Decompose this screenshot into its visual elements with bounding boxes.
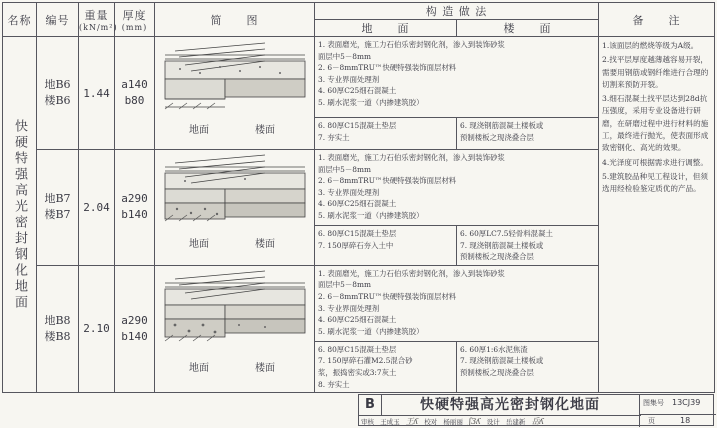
notes-cell xyxy=(599,37,715,393)
page-number: 18 xyxy=(680,416,691,425)
header-thickness xyxy=(115,3,155,37)
page-label: 页 xyxy=(648,417,655,425)
header-weight-label: 重量 xyxy=(84,9,109,22)
code-floor: 楼B7 xyxy=(44,208,71,222)
layer-line: 5. 刷水泥浆一道（内掺建筑胶） xyxy=(318,97,424,107)
layer-line: 3. 专业界面处理剂 xyxy=(318,303,380,313)
layer-line: 2. 6－8mmTRU™快硬特强装饰面层材料 xyxy=(318,291,457,301)
header-notes: 备 注 xyxy=(599,3,715,37)
header-thickness-unit: (mm) xyxy=(121,23,148,32)
thickness-b7 xyxy=(115,150,155,266)
note-item: 5.建筑胶品种见工程设计，但须选用经检验鉴定质优的产品。 xyxy=(602,171,708,194)
common-layers-b8 xyxy=(315,265,599,341)
layer-line: 6. 60厚LC7.5轻骨料混凝土 xyxy=(460,229,553,238)
design-signature: 岳ʎ xyxy=(531,417,544,426)
label-ground: 地面 xyxy=(189,362,209,374)
ground-extra-b8 xyxy=(315,341,457,392)
atlas-number: 13CJ39 xyxy=(672,398,701,407)
label-ground: 地面 xyxy=(189,239,209,251)
atlas-info xyxy=(639,395,716,427)
layer-line: 1. 表面磨光，施工力石伯乐密封钢化剂，渗入到装饰砂浆 xyxy=(318,268,505,278)
code-floor: 楼B6 xyxy=(44,94,71,107)
layer-line: 1. 表面磨光，施工力石伯乐密封钢化剂，渗入到装饰砂浆 xyxy=(318,153,505,162)
weight-b6: 1.44 xyxy=(79,37,115,150)
thickness-b6 xyxy=(115,37,155,150)
section-diagram-b6 xyxy=(155,37,315,149)
layer-line: 面层中5－8mm xyxy=(318,51,371,61)
code-cell-b7 xyxy=(37,150,79,266)
layer-line: 2. 6－8mmTRU™快硬特强装饰面层材料 xyxy=(318,63,457,73)
layer-line: 3. 专业界面处理剂 xyxy=(318,187,380,197)
title-block xyxy=(358,394,714,426)
code-floor: 楼B8 xyxy=(44,329,71,343)
layer-line: 4. 60厚C25细石混凝土 xyxy=(318,86,397,96)
code-ground: 地B6 xyxy=(44,78,71,91)
layer-line: 4. 60厚C25细石混凝土 xyxy=(318,199,397,209)
layer-line: 7. 150厚碎石夯入土中 xyxy=(318,240,394,250)
layer-line: 1. 表面磨光，施工力石伯乐密封钢化剂，渗入到装饰砂浆 xyxy=(318,40,505,49)
check-name: 杨丽丽 xyxy=(443,418,463,426)
header-construction: 构 造 做 法 xyxy=(315,3,599,20)
label-floor: 楼面 xyxy=(255,125,275,136)
thickness-b: b140 xyxy=(121,329,148,343)
layer-line: 8. 夯实土 xyxy=(318,379,350,389)
sketch-b7 xyxy=(155,150,315,266)
atlas-label: 图集号 xyxy=(643,399,664,407)
header-floor: 楼 面 xyxy=(457,20,599,37)
layer-line: 6. 现浇钢筋混凝土楼板或 xyxy=(460,121,544,131)
check-label: 校对 xyxy=(424,418,438,426)
layer-line: 5. 刷水泥浆一道（内掺建筑胶） xyxy=(318,210,424,220)
layer-line: 3. 专业界面处理剂 xyxy=(318,74,380,84)
header-weight xyxy=(79,3,118,37)
note-item: 1.该面层的燃烧等级为A级。 xyxy=(602,41,699,50)
label-ground: 地面 xyxy=(189,125,209,136)
thickness-b: b140 xyxy=(121,208,148,222)
layer-line: 浆，振捣密实或3:7灰土 xyxy=(318,367,397,377)
ground-extra-b7 xyxy=(315,226,457,266)
layer-line: 2. 6－8mmTRU™快硬特强装饰面层材料 xyxy=(318,176,457,186)
header-weight-unit: (kN/m²) xyxy=(79,23,118,32)
section-letter: B xyxy=(359,395,382,415)
header-sketch: 简 图 xyxy=(155,3,315,37)
section-diagram-b7 xyxy=(155,151,315,263)
review-signature: 王ʎ xyxy=(405,417,419,426)
layer-line: 面层中5－8mm xyxy=(318,164,371,174)
review-name: 王成玉 xyxy=(380,418,400,426)
floor-extra-b8 xyxy=(457,341,599,392)
header-thickness-label: 厚度 xyxy=(122,9,147,22)
floor-extra-b6 xyxy=(457,118,599,150)
layer-line: 4. 60厚C25细石混凝土 xyxy=(318,315,397,325)
weight-b7: 2.04 xyxy=(79,150,115,266)
label-floor: 楼面 xyxy=(255,362,275,374)
layer-line: 7. 现浇钢筋混凝土楼板或 xyxy=(460,356,544,366)
name-cell xyxy=(3,37,37,393)
thickness-b: b80 xyxy=(124,94,145,107)
review-label: 审核 xyxy=(361,418,374,426)
code-ground: 地B7 xyxy=(44,192,71,206)
layer-line: 预制楼板之现浇叠合层 xyxy=(460,132,534,142)
layer-line: 预制楼板之现浇叠合层 xyxy=(460,367,534,377)
design-name: 岳建新 xyxy=(505,418,526,426)
layer-line: 7. 现浇钢筋混凝土楼板或 xyxy=(460,240,544,250)
layer-line: 7. 夯实土 xyxy=(318,132,350,142)
label-floor: 楼面 xyxy=(255,239,275,251)
floor-extra-b7 xyxy=(457,226,599,266)
note-item: 2.找平层厚度越薄越容易开裂，需要用钢筋或钢纤维进行合理的切割来预防开裂。 xyxy=(602,55,709,89)
construction-table xyxy=(2,2,715,393)
code-cell-b8 xyxy=(37,265,79,392)
design-label: 设计 xyxy=(486,418,500,426)
name-text: 快硬特强高光密封钢化地面 xyxy=(12,118,27,311)
code-cell-b6 xyxy=(37,37,79,150)
layer-line: 7. 150厚碎石灌M2.5混合砂 xyxy=(318,356,413,366)
thickness-a: a140 xyxy=(121,78,148,91)
header-ground: 地 面 xyxy=(315,20,457,37)
section-diagram-b8 xyxy=(155,267,315,391)
code-ground: 地B8 xyxy=(44,313,71,327)
layer-line: 6. 60厚1:6水泥焦渣 xyxy=(460,344,528,354)
thickness-a: a290 xyxy=(121,192,148,206)
layer-line: 6. 80厚C15混凝土垫层 xyxy=(318,229,397,238)
note-item: 3.细石混凝土找平层达到28d抗压强度，采用专业设备进行研磨，在研磨过程中进行材料的施工，最终进行抛光，使表面形成致密钢化、高光的效果。 xyxy=(602,94,709,153)
common-layers-b7 xyxy=(315,150,599,226)
drawing-title: 快硬特强高光密封钢化地面 xyxy=(420,397,600,413)
header-name: 名称 xyxy=(3,3,37,37)
thickness-b8 xyxy=(115,265,155,392)
weight-b8: 2.10 xyxy=(79,265,115,392)
thickness-a: a290 xyxy=(121,313,148,327)
note-item: 4.光泽度可根据需求进行调整。 xyxy=(602,157,708,167)
layer-line: 面层中5－8mm xyxy=(318,280,371,290)
common-layers-b6 xyxy=(315,37,599,118)
layer-line: 预制楼板之现浇叠合层 xyxy=(460,252,534,262)
layer-line: 5. 刷水泥浆一道（内掺建筑胶） xyxy=(318,326,424,336)
layer-line: 6. 80厚C15混凝土垫层 xyxy=(318,121,397,131)
signature-row xyxy=(359,415,641,428)
layer-line: 6. 80厚C15混凝土垫层 xyxy=(318,344,397,354)
sketch-b8 xyxy=(155,265,315,392)
sketch-b6 xyxy=(155,37,315,150)
header-code: 编号 xyxy=(37,3,79,37)
check-signature: ʃ3ʎ xyxy=(468,417,481,426)
ground-extra-b6 xyxy=(315,118,457,150)
